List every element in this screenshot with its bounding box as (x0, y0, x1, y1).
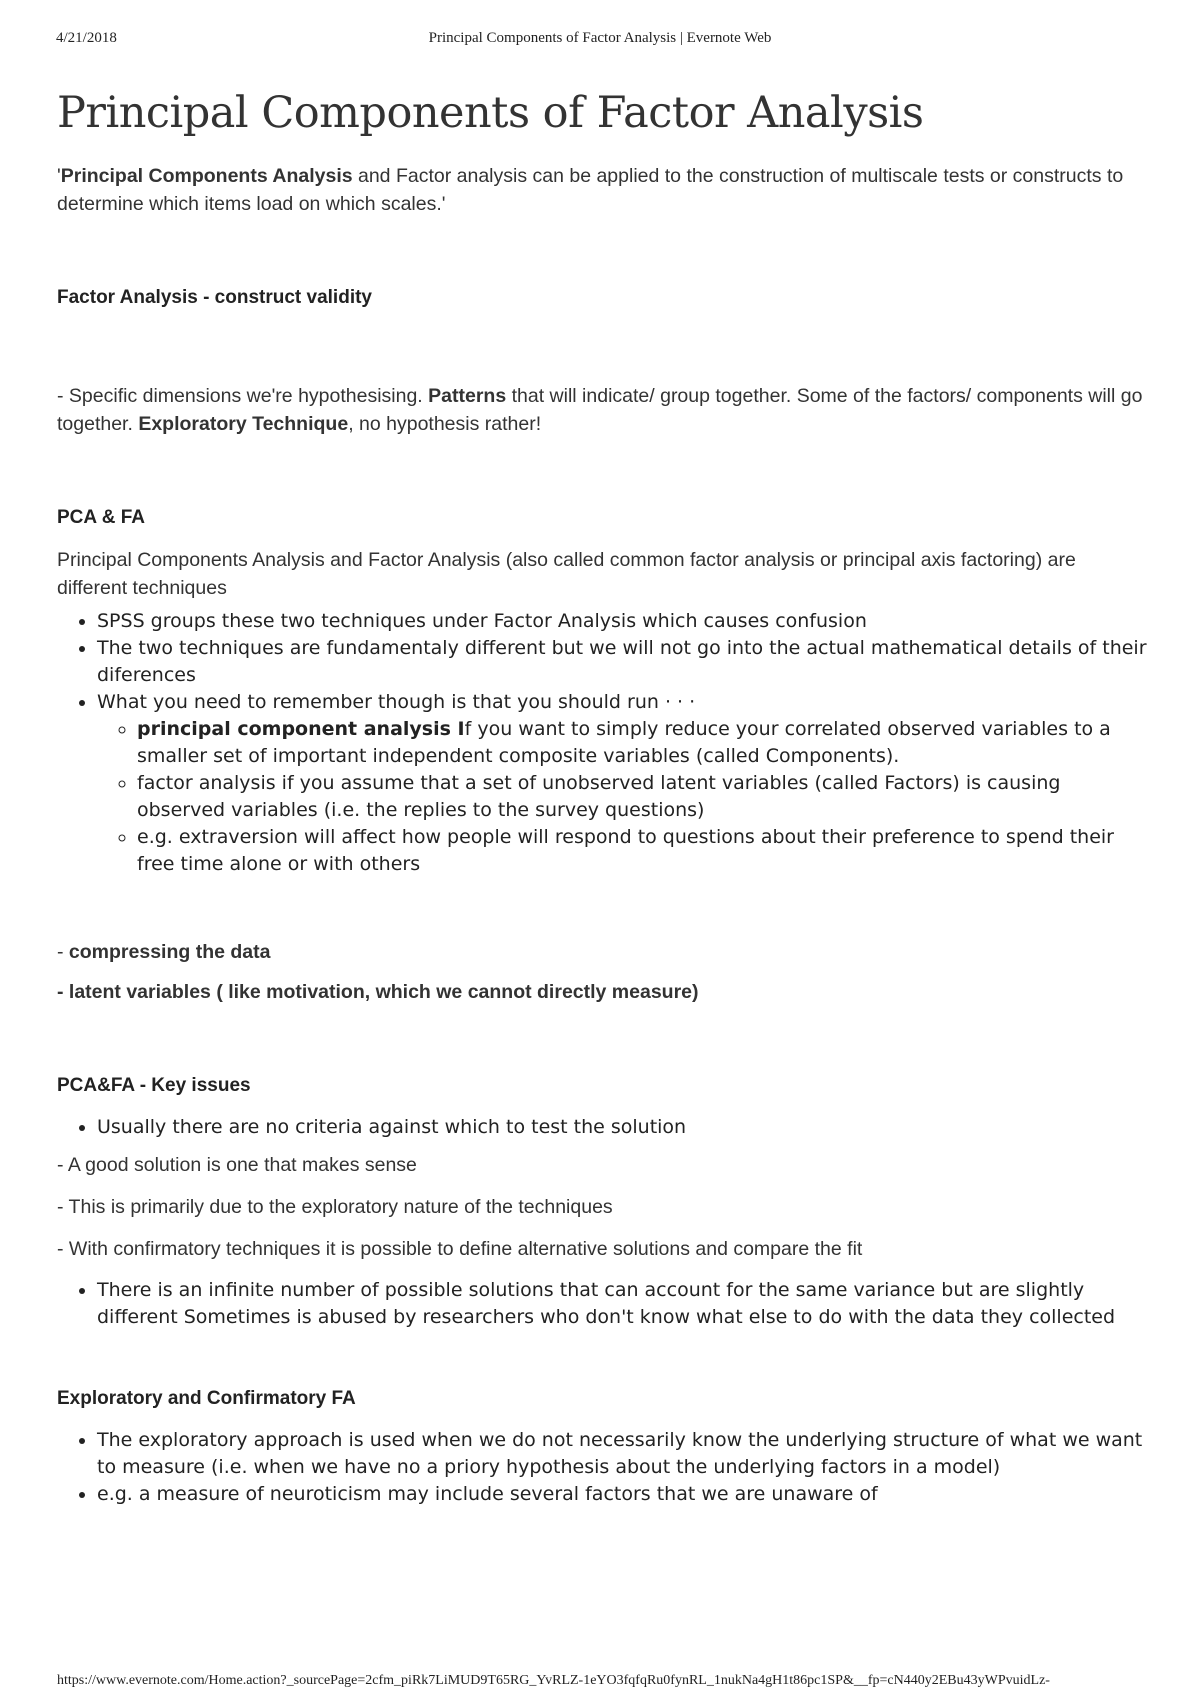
list-item: ◦ e.g. extraversion will affect how people will respond to questions about their preference to spend their free time alone or with others (137, 824, 1147, 878)
key-issue-line: - A good solution is one that makes sense (57, 1154, 417, 1176)
key-issue-line: - This is primarily due to the exploratory nature of the techniques (57, 1196, 613, 1218)
list-item: • The exploratory approach is used when we do not necessarily know the underlying structure of what we want to measure (i.e. when we have no a priory hypothesis about the underlying factors in a model) (97, 1427, 1147, 1481)
list-item: ◦ factor analysis if you assume that a set of unobserved latent variables (called Factors) is causing observed variables (i.e. the replies to the survey questions) (137, 770, 1147, 824)
print-header (56, 30, 1144, 50)
exploratory-list (57, 1427, 1147, 1508)
print-date: 4/21/2018 (56, 30, 117, 46)
print-footer-url: https://www.evernote.com/Home.action?_sourcePage=2cfm_piRk7LiMUD9T65RG_YvRLZ-1eYO3fqfqRu0fynRL_1nukNa4gH1t86pc1SP&__fp=cN440y2EBu43yWPvuidLz- (57, 1673, 1050, 1688)
list-item: • What you need to remember though is that you should run · · · ◦ principal component analysis If you want to simply reduce your correlated observed variables to a smaller set of important independent composite variables (called Components). ◦ factor analysis if you assume that a set of unobserved latent variables (called Factors) is causing observed variables (i.e. the replies to the survey questions) ◦ e.g. extraversion will affect how people will respond to questions about their preference to spend their free time alone or with others (97, 689, 1147, 878)
heading-exploratory-confirmatory: Exploratory and Confirmatory FA (57, 1388, 356, 1409)
intro-bold: Principal Components Analysis (60, 165, 353, 187)
note-content (57, 88, 1147, 1518)
intro-paragraph: 'Principal Components Analysis and Factor analysis can be applied to the construction of multiscale tests or constructs to determine which items load on which scales.' (57, 165, 1124, 215)
key-issues-list-2 (57, 1277, 1147, 1331)
heading-factor-analysis: Factor Analysis - construct validity (57, 287, 372, 308)
list-item: • e.g. a measure of neuroticism may include several factors that we are unaware of (97, 1481, 1147, 1508)
heading-pca-fa: PCA & FA (57, 507, 145, 528)
list-item: ◦ principal component analysis If you want to simply reduce your correlated observed variables to a smaller set of important independent composite variables (called Components). (137, 716, 1147, 770)
latent-variables-line: - latent variables ( like motivation, which we cannot directly measure) (57, 981, 699, 1003)
list-item: • Usually there are no criteria against which to test the solution (97, 1114, 1147, 1141)
heading-key-issues: PCA&FA - Key issues (57, 1075, 251, 1096)
list-item: • There is an infinite number of possible solutions that can account for the same variance but are slightly different Sometimes is abused by researchers who don't know what else to do with the data they collected (97, 1277, 1147, 1331)
pca-fa-list (57, 608, 1147, 878)
pca-fa-paragraph: Principal Components Analysis and Factor Analysis (also called common factor analysis or principal axis factoring) are different techniques (57, 549, 1076, 599)
note-title: Principal Components of Factor Analysis (57, 88, 924, 138)
compressing-line: - compressing the data (57, 941, 271, 963)
key-issue-line: - With confirmatory techniques it is possible to define alternative solutions and compare the fit (57, 1238, 863, 1260)
key-issues-list-1 (57, 1114, 1147, 1141)
construct-validity-paragraph: - Specific dimensions we're hypothesising. Patterns that will indicate/ group together. Some of the factors/ components will go together. Exploratory Technique, no hypothesis rather! (57, 385, 1143, 435)
pca-fa-sublist (97, 716, 1147, 878)
print-page-title: Principal Components of Factor Analysis | Evernote Web (428, 30, 772, 46)
list-item: • SPSS groups these two techniques under Factor Analysis which causes confusion (97, 608, 1147, 635)
list-item: • The two techniques are fundamentaly different but we will not go into the actual mathematical details of their diferences (97, 635, 1147, 689)
